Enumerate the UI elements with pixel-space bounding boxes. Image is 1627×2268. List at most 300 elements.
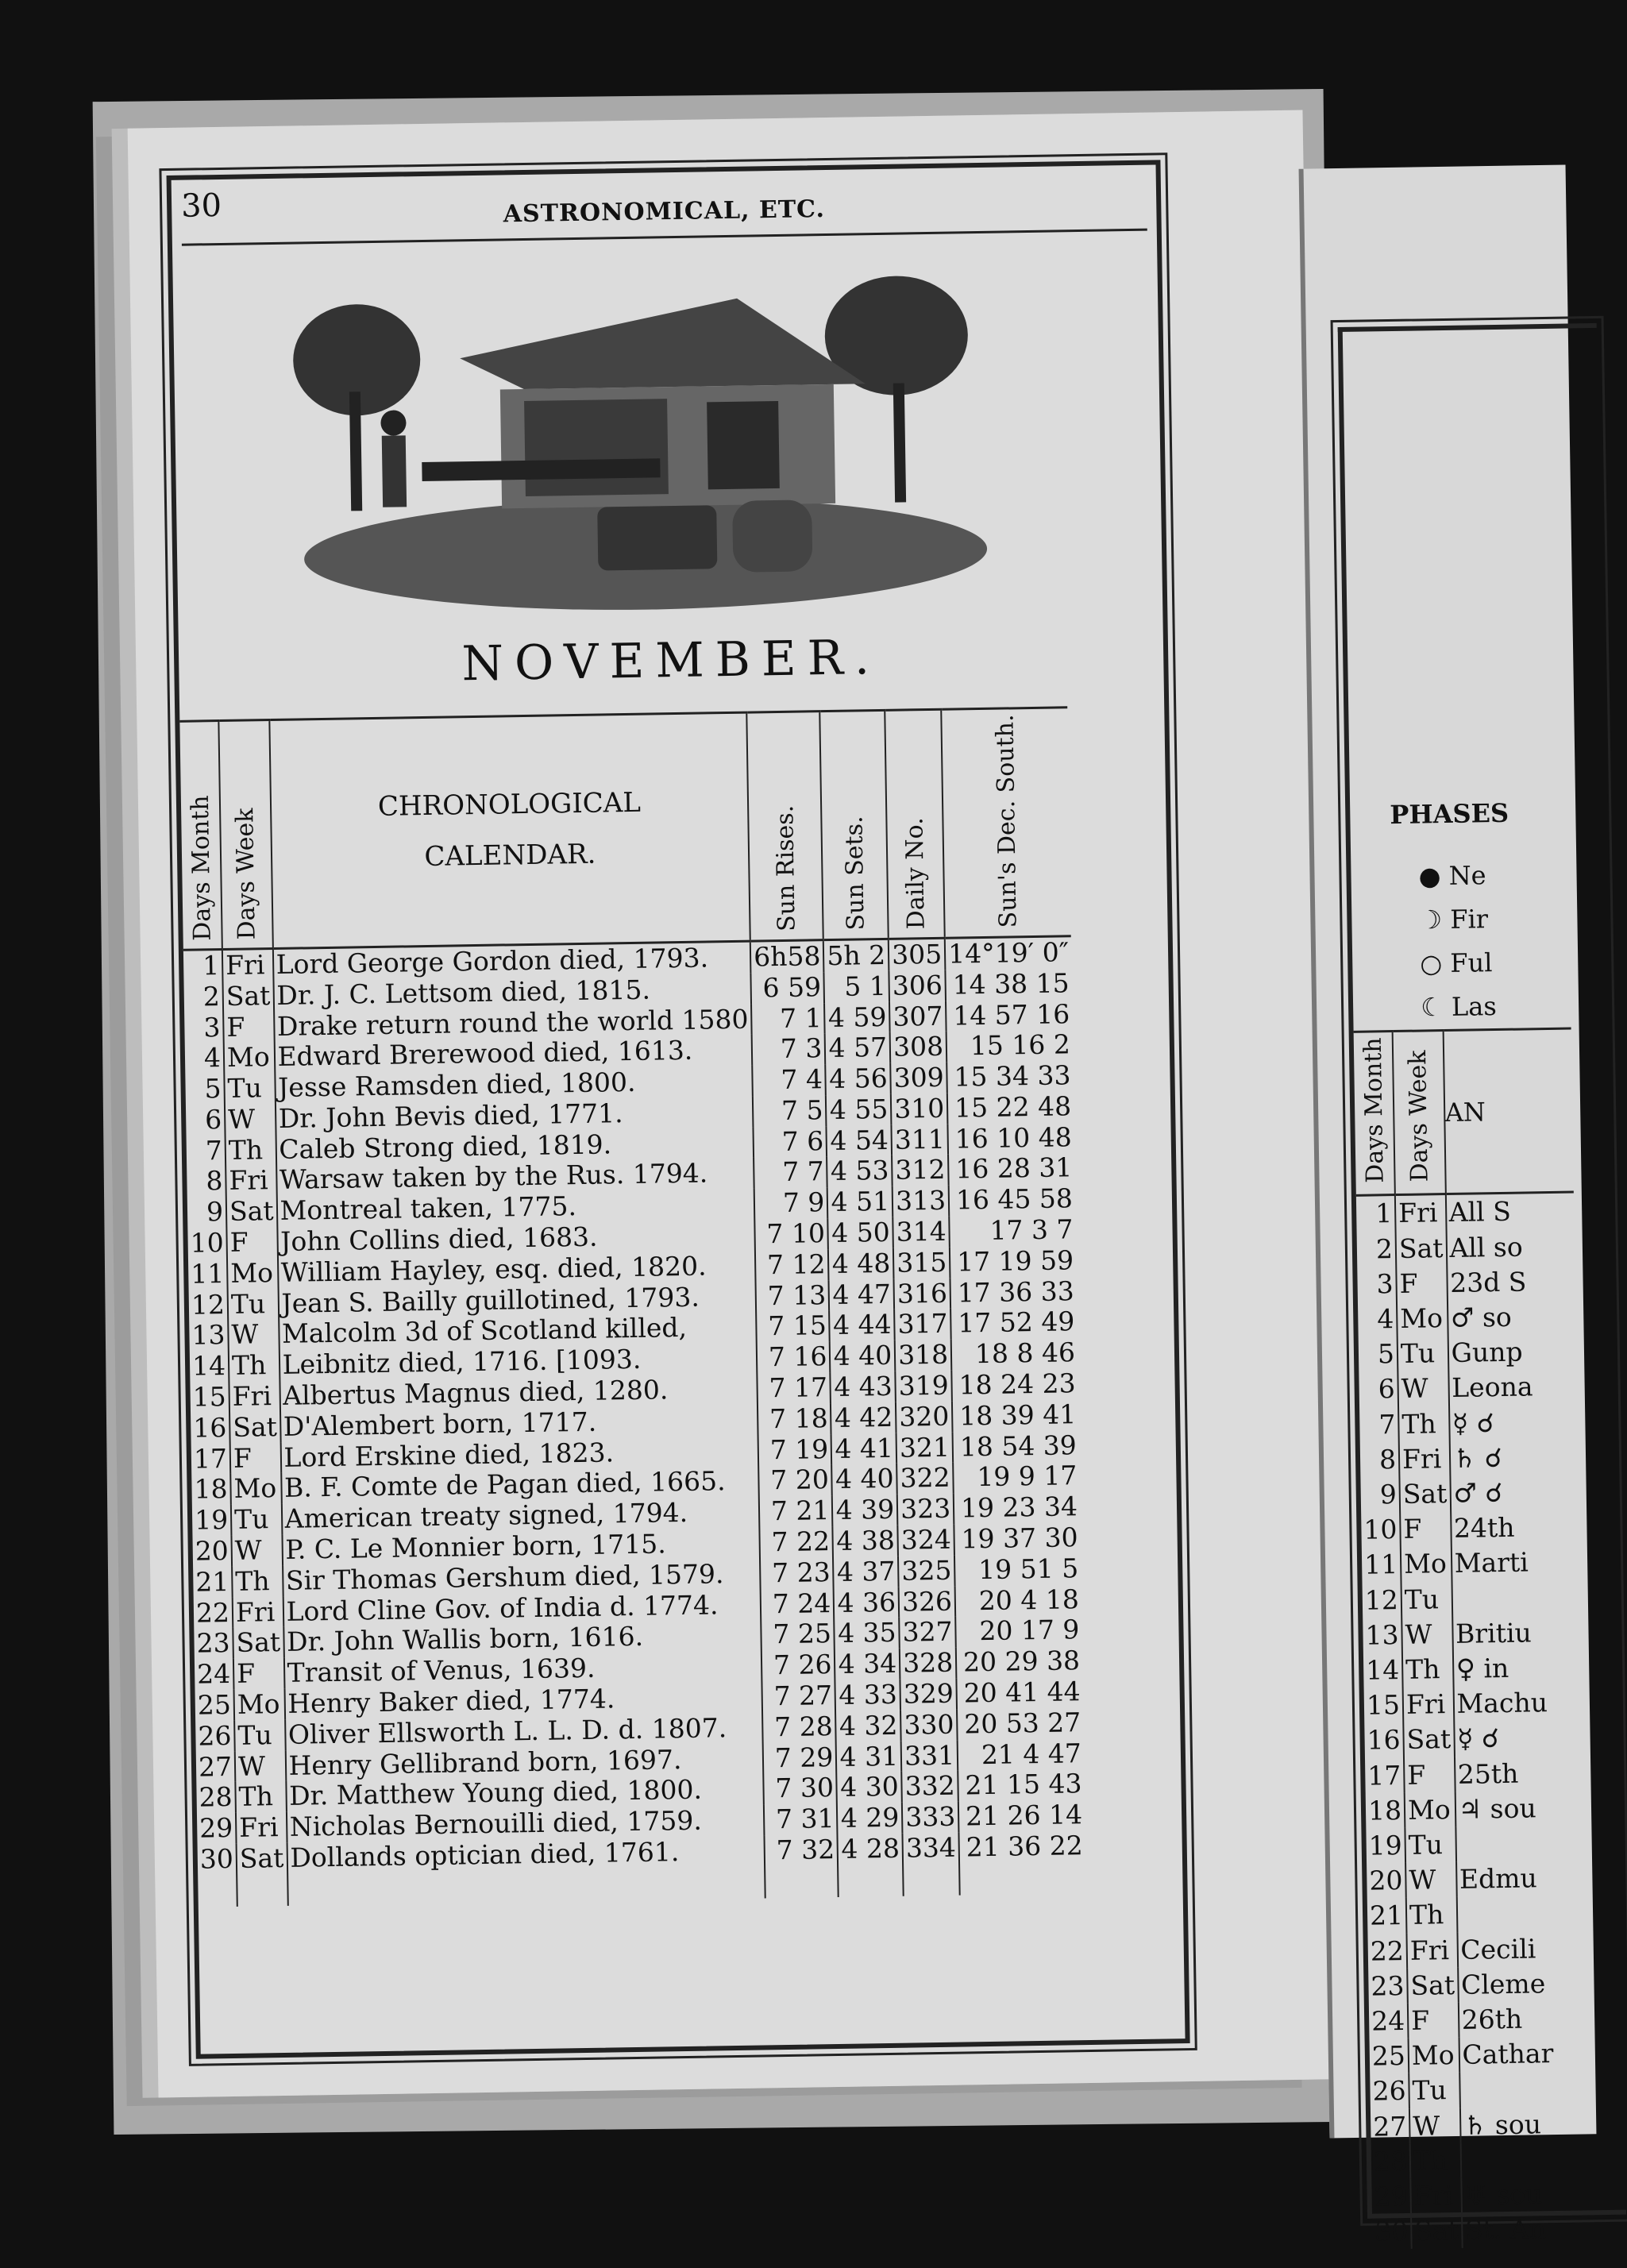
sun-rises: 7 17 xyxy=(757,1372,831,1404)
page-title: ASTRONOMICAL, ETC. xyxy=(503,195,826,229)
day-of-month: 7 xyxy=(205,1134,223,1167)
right-calendar-row xyxy=(1364,1685,1582,1723)
day-of-week: Mo xyxy=(234,1689,285,1721)
daily-number: 329 xyxy=(900,1679,958,1711)
sun-rises: 7 7 xyxy=(754,1157,827,1189)
sun-sets: 4 44 xyxy=(830,1310,895,1341)
sun-rises: 7 6 xyxy=(754,1126,827,1158)
day-of-month: 2 xyxy=(1375,1232,1394,1264)
day-of-month: 25 xyxy=(197,1689,232,1721)
right-calendar-row xyxy=(1360,1439,1578,1477)
daily-number: 321 xyxy=(896,1432,954,1464)
day-of-week: Th xyxy=(232,1566,283,1598)
chronological-event: Dr. John Bevis died, 1771. xyxy=(275,1096,753,1134)
day-of-week: Sat xyxy=(222,981,273,1012)
day-of-month: 19 xyxy=(194,1504,229,1536)
daily-number: 311 xyxy=(892,1124,949,1155)
col-sun-sets: Sun Sets. xyxy=(820,710,889,939)
daily-number: 326 xyxy=(899,1586,956,1618)
day-of-month: 1 xyxy=(202,949,220,982)
day-of-week: Th xyxy=(1406,1897,1457,1933)
day-of-month: 29 xyxy=(199,1812,233,1844)
col-suns-declination: Sun's Dec. South. xyxy=(941,708,1070,938)
day-of-month: 28 xyxy=(1373,2145,1408,2177)
day-of-month: 11 xyxy=(1363,1549,1398,1581)
day-of-month: 22 xyxy=(1370,1934,1405,1967)
sun-rises: 7 4 xyxy=(752,1064,826,1096)
day-of-month: 4 xyxy=(203,1042,222,1074)
day-of-week: Fri xyxy=(236,1812,287,1844)
sun-sets: 4 39 xyxy=(832,1495,897,1526)
sun-rises: 7 9 xyxy=(754,1187,828,1219)
day-of-month: 18 xyxy=(1367,1794,1402,1826)
event-fragment: Edmu xyxy=(1456,1861,1585,1898)
day-of-month: 15 xyxy=(1366,1689,1401,1721)
sun-declination: 19 51 5 xyxy=(954,1553,1081,1586)
right-calendar-table xyxy=(1354,1028,1590,2250)
right-calendar-row xyxy=(1362,1545,1579,1583)
event-fragment xyxy=(1459,2071,1588,2108)
day-of-month: 3 xyxy=(203,1011,221,1043)
day-of-week: Th xyxy=(235,1781,286,1813)
sun-rises: 7 22 xyxy=(760,1526,834,1558)
day-of-month: 30 xyxy=(1374,2216,1409,2247)
event-fragment: ☿ ☌ xyxy=(1454,1720,1583,1757)
sun-declination: 15 22 48 xyxy=(947,1091,1074,1124)
rcol-partial: AN xyxy=(1443,1028,1573,1194)
event-fragment: 26th xyxy=(1458,2000,1587,2038)
col-days-month: Days Month xyxy=(179,721,222,951)
right-calendar-row xyxy=(1371,2141,1589,2179)
daily-number: 332 xyxy=(901,1771,958,1803)
sun-declination: 17 3 7 xyxy=(949,1214,1075,1247)
sun-rises: 7 30 xyxy=(763,1772,837,1804)
day-of-week: Mo xyxy=(1401,1546,1452,1582)
sun-sets: 4 29 xyxy=(837,1803,902,1834)
day-of-week: Sat xyxy=(226,1196,277,1228)
left-page xyxy=(128,110,1334,2098)
event-fragment: Britiu xyxy=(1452,1614,1581,1652)
sun-sets: 4 57 xyxy=(825,1032,890,1064)
sun-declination: 20 29 38 xyxy=(956,1645,1082,1678)
right-calendar-row xyxy=(1360,1474,1578,1512)
sun-declination: 21 36 22 xyxy=(959,1830,1086,1895)
chronological-event: William Hayley, esq. died, 1820. xyxy=(278,1250,756,1288)
day-of-month: 28 xyxy=(199,1781,233,1814)
daily-number: 328 xyxy=(900,1648,957,1680)
day-of-month: 8 xyxy=(1378,1443,1397,1475)
daily-number: 308 xyxy=(890,1032,947,1063)
col-days-week: Days Week xyxy=(218,720,272,950)
page-header xyxy=(181,173,1147,246)
chronological-event: Lord Erskine died, 1823. xyxy=(280,1435,758,1473)
right-calendar-row xyxy=(1370,2071,1587,2109)
event-fragment: ♅ sou xyxy=(1461,2176,1590,2213)
day-of-week: Tu xyxy=(228,1289,279,1321)
right-calendar-row xyxy=(1356,1192,1574,1232)
sun-rises: 6 59 xyxy=(751,972,825,1004)
chronological-event: D'Alembert born, 1717. xyxy=(280,1404,758,1442)
rcol-days-week: Days Week xyxy=(1393,1031,1446,1195)
day-of-week: Tu xyxy=(224,1073,275,1105)
event-fragment: Cecili xyxy=(1457,1930,1586,1968)
day-of-month: 17 xyxy=(193,1442,228,1475)
sun-sets: 4 28 xyxy=(838,1834,904,1897)
sun-sets: 4 31 xyxy=(836,1741,901,1772)
sun-rises: 7 3 xyxy=(752,1033,826,1065)
chronological-event: Sir Thomas Gershum died, 1579. xyxy=(283,1558,761,1596)
day-of-week: F xyxy=(226,1227,277,1259)
sun-declination: 21 26 14 xyxy=(958,1799,1085,1832)
sun-declination: 16 10 48 xyxy=(948,1122,1074,1155)
right-calendar-row xyxy=(1363,1580,1580,1618)
phase-new-moon: ● Ne xyxy=(1418,860,1486,892)
day-of-week: Fri xyxy=(222,948,273,981)
day-of-month: 4 xyxy=(1376,1302,1394,1335)
chronological-event: Lord George Gordon died, 1793. xyxy=(272,941,750,981)
day-of-week: Mo xyxy=(1409,2038,1459,2073)
daily-number: 334 xyxy=(903,1833,960,1896)
day-of-week: Th xyxy=(229,1350,280,1382)
right-calendar-row xyxy=(1368,1965,1586,2004)
event-fragment: Gunp xyxy=(1448,1334,1576,1371)
sun-declination: 20 17 9 xyxy=(955,1615,1081,1648)
day-of-week: Sat xyxy=(237,1843,288,1907)
sun-rises: 7 13 xyxy=(756,1280,830,1312)
calendar-row xyxy=(198,1830,1086,1907)
day-of-month: 22 xyxy=(195,1596,230,1629)
daily-number: 312 xyxy=(892,1155,949,1186)
right-calendar-row xyxy=(1370,2036,1587,2074)
sun-sets: 4 47 xyxy=(829,1279,894,1310)
day-of-week: Sat xyxy=(1399,1476,1450,1512)
sun-rises: 7 16 xyxy=(757,1341,831,1373)
chronological-event: Warsaw taken by the Rus. 1794. xyxy=(276,1158,754,1196)
chronological-event: Leibnitz died, 1716. [1093. xyxy=(279,1343,757,1381)
sun-rises: 7 20 xyxy=(758,1465,832,1497)
sun-sets: 4 33 xyxy=(835,1680,900,1711)
chronological-event: Caleb Strong died, 1819. xyxy=(276,1127,754,1165)
sun-declination: 14 38 15 xyxy=(946,968,1072,1001)
daily-number: 325 xyxy=(898,1555,955,1587)
day-of-week: Th xyxy=(226,1135,276,1167)
day-of-month: 11 xyxy=(190,1257,225,1290)
sun-declination: 16 28 31 xyxy=(948,1153,1074,1186)
day-of-month: 20 xyxy=(195,1535,229,1567)
rcol-days-month: Days Month xyxy=(1354,1032,1395,1196)
day-of-week: Mo xyxy=(230,1473,281,1505)
daily-number: 305 xyxy=(889,938,946,970)
day-of-week: Fri xyxy=(229,1381,280,1413)
col-sun-rises: Sun Rises. xyxy=(746,712,823,941)
sun-sets: 4 30 xyxy=(837,1772,902,1803)
day-of-week: F xyxy=(1404,1757,1455,1793)
day-of-month: 26 xyxy=(1372,2075,1406,2108)
phase-full-moon: ○ Ful xyxy=(1419,947,1493,979)
right-page-frame xyxy=(1338,323,1626,2247)
sun-sets: 4 34 xyxy=(835,1649,900,1680)
chronological-event: Transit of Venus, 1639. xyxy=(283,1651,761,1689)
chronological-calendar-table xyxy=(179,706,1085,1907)
day-of-week: Fri xyxy=(233,1597,283,1629)
chronological-event: John Collins died, 1683. xyxy=(277,1220,755,1258)
daily-number: 320 xyxy=(896,1402,953,1433)
phases-list xyxy=(1418,854,1497,1029)
daily-number: 319 xyxy=(895,1371,952,1402)
day-of-week: F xyxy=(223,1012,274,1043)
sun-declination: 17 36 33 xyxy=(950,1276,1077,1309)
sun-sets: 4 54 xyxy=(827,1125,892,1157)
right-calendar-row xyxy=(1363,1649,1581,1688)
day-of-month: 3 xyxy=(1376,1267,1394,1300)
chronological-event: Dr. John Wallis born, 1616. xyxy=(283,1620,761,1658)
sun-sets: 4 38 xyxy=(833,1526,898,1557)
sun-rises: 7 18 xyxy=(758,1403,831,1435)
event-fragment: ♀ in xyxy=(1452,1649,1581,1687)
day-of-month: 24 xyxy=(1371,2004,1405,2037)
sun-rises: 7 5 xyxy=(753,1095,827,1127)
sun-sets: 4 50 xyxy=(828,1217,893,1249)
day-of-week: Sat xyxy=(229,1412,280,1444)
day-of-week: Sat xyxy=(1407,1968,1458,2004)
day-of-month: 19 xyxy=(1368,1829,1403,1861)
day-of-month: 23 xyxy=(1371,1969,1405,2002)
sun-declination: 15 34 33 xyxy=(947,1060,1073,1093)
event-fragment: All so xyxy=(1446,1228,1575,1266)
sun-sets: 4 55 xyxy=(826,1094,891,1126)
daily-number: 309 xyxy=(890,1063,947,1094)
event-fragment: 25th xyxy=(1455,1755,1583,1792)
day-of-week: W xyxy=(228,1319,279,1351)
sun-sets: 4 37 xyxy=(833,1556,898,1588)
day-of-week: F xyxy=(233,1658,284,1690)
day-of-month: 15 xyxy=(192,1381,227,1413)
sun-rises: 7 31 xyxy=(764,1803,838,1835)
daily-number: 316 xyxy=(894,1278,951,1310)
chronological-event: Jean S. Bailly guillotined, 1793. xyxy=(278,1281,756,1319)
sun-declination: 20 41 44 xyxy=(957,1676,1083,1709)
day-of-month: 8 xyxy=(206,1165,223,1197)
day-of-week: Tu xyxy=(1405,1827,1455,1863)
day-of-week: Mo xyxy=(1397,1301,1448,1336)
sun-sets: 5 1 xyxy=(824,971,889,1003)
daily-number: 315 xyxy=(893,1248,950,1279)
day-of-month: 10 xyxy=(1363,1514,1398,1545)
day-of-week: W xyxy=(231,1535,282,1567)
day-of-month: 6 xyxy=(1378,1373,1395,1405)
sun-declination: 15 16 2 xyxy=(947,1030,1073,1063)
sun-declination: 21 4 47 xyxy=(958,1738,1084,1771)
page-number: 30 xyxy=(180,187,222,225)
col-daily-no: Daily No. xyxy=(885,709,945,939)
sun-rises: 7 15 xyxy=(756,1311,830,1343)
sun-declination: 18 8 46 xyxy=(951,1337,1078,1370)
daily-number: 327 xyxy=(899,1617,956,1649)
day-of-month: 14 xyxy=(191,1350,226,1382)
sun-rises: 7 24 xyxy=(761,1588,835,1620)
day-of-week: Fri xyxy=(1395,1194,1446,1232)
sun-declination: 20 4 18 xyxy=(955,1584,1081,1617)
day-of-month: 21 xyxy=(195,1565,229,1598)
chronological-event: Nicholas Bernouilli died, 1759. xyxy=(286,1805,764,1843)
sun-sets: 4 53 xyxy=(827,1155,892,1187)
chronological-event: Albertus Magnus died, 1280. xyxy=(280,1374,758,1412)
day-of-month: 14 xyxy=(1365,1653,1400,1686)
right-calendar-row xyxy=(1358,1298,1575,1336)
day-of-week: W xyxy=(1401,1617,1452,1653)
event-fragment xyxy=(1452,1580,1580,1617)
day-of-month: 9 xyxy=(206,1196,224,1228)
daily-number: 331 xyxy=(901,1740,958,1772)
sun-rises: 7 29 xyxy=(763,1742,837,1774)
sun-rises: 7 23 xyxy=(760,1557,834,1589)
sun-sets: 4 56 xyxy=(826,1063,891,1095)
sun-declination: 18 24 23 xyxy=(951,1368,1078,1401)
phases-title: PHASES xyxy=(1390,797,1509,831)
daily-number: 317 xyxy=(894,1309,951,1340)
right-calendar-row xyxy=(1363,1614,1580,1653)
daily-number: 324 xyxy=(898,1525,955,1556)
sun-declination: 18 54 39 xyxy=(953,1430,1079,1463)
day-of-week: Tu xyxy=(231,1504,282,1536)
farm-woodcut-illustration xyxy=(260,263,1004,624)
sun-declination: 14°19′ 0″ xyxy=(945,936,1071,970)
day-of-month: 5 xyxy=(204,1073,222,1105)
day-of-month: 17 xyxy=(1367,1759,1401,1792)
right-page xyxy=(1299,165,1597,2247)
day-of-week: Tu xyxy=(1401,1582,1452,1618)
day-of-month: 26 xyxy=(198,1719,232,1752)
chronological-event: P. C. Le Monnier born, 1715. xyxy=(282,1528,760,1566)
day-of-week: W xyxy=(1398,1371,1448,1406)
page-frame xyxy=(167,160,1190,2058)
right-calendar-row xyxy=(1371,2106,1588,2144)
event-fragment: ♂ so xyxy=(1447,1298,1575,1336)
day-of-month: 27 xyxy=(1372,2110,1407,2143)
event-fragment: St. An xyxy=(1462,2212,1590,2249)
day-of-month: 23 xyxy=(196,1627,230,1660)
day-of-month: 13 xyxy=(191,1319,226,1352)
sun-sets: 5h 2 xyxy=(823,939,889,972)
event-fragment: Machu xyxy=(1453,1685,1582,1722)
chronological-event: Lord Cline Gov. of India d. 1774. xyxy=(283,1589,761,1627)
day-of-month: 18 xyxy=(194,1473,228,1506)
phase-last-quarter: ☾ Las xyxy=(1420,991,1498,1023)
daily-number: 306 xyxy=(889,970,947,1001)
day-of-week: W xyxy=(1409,2108,1460,2143)
sun-sets: 4 41 xyxy=(831,1433,896,1464)
event-fragment: 23d S xyxy=(1447,1263,1575,1301)
event-fragment: ♄ ☌ xyxy=(1449,1439,1578,1476)
day-of-week: Fri xyxy=(226,1165,276,1197)
day-of-week: Tu xyxy=(1409,2073,1459,2108)
sun-sets: 4 32 xyxy=(835,1711,900,1742)
sun-declination: 17 19 59 xyxy=(950,1245,1076,1278)
sun-declination: 14 57 16 xyxy=(946,999,1072,1032)
sun-declination: 17 52 49 xyxy=(950,1307,1077,1340)
sun-declination: 19 37 30 xyxy=(954,1522,1080,1555)
daily-number: 330 xyxy=(900,1709,958,1741)
chronological-event: Henry Baker died, 1774. xyxy=(284,1681,762,1719)
day-of-week: Sat xyxy=(1411,2213,1462,2249)
chronological-event: Jesse Ramsden died, 1800. xyxy=(275,1066,753,1104)
event-fragment: Cathar xyxy=(1459,2036,1587,2073)
sun-declination: 20 53 27 xyxy=(957,1707,1083,1740)
daily-number: 323 xyxy=(897,1494,954,1526)
phase-first-quarter: ☽ Fir xyxy=(1419,904,1489,935)
sun-declination: 16 45 58 xyxy=(949,1183,1075,1216)
sun-rises: 6h58 xyxy=(750,940,824,974)
day-of-week: Th xyxy=(1410,2143,1461,2179)
sun-declination: 19 23 34 xyxy=(954,1491,1080,1524)
day-of-week: Th xyxy=(1402,1652,1453,1688)
sun-sets: 4 35 xyxy=(835,1618,900,1649)
day-of-week: Fri xyxy=(1410,2178,1461,2214)
day-of-week: Sat xyxy=(233,1627,283,1659)
day-of-week: W xyxy=(225,1104,276,1136)
right-calendar-row xyxy=(1361,1510,1579,1548)
sun-sets: 4 36 xyxy=(834,1587,899,1618)
event-fragment: ♃ sou xyxy=(1455,1790,1583,1827)
right-calendar-row xyxy=(1372,2212,1590,2250)
chronological-event: American treaty signed, 1794. xyxy=(281,1497,759,1535)
sun-declination: 18 39 41 xyxy=(952,1399,1078,1432)
day-of-week: F xyxy=(1408,2003,1459,2038)
sun-rises: 7 10 xyxy=(754,1218,828,1250)
sun-sets: 4 51 xyxy=(827,1186,893,1218)
chronological-event: Montreal taken, 1775. xyxy=(276,1189,754,1227)
right-calendar-row xyxy=(1359,1404,1577,1442)
col-chronological-calendar: CHRONOLOGICAL CALENDAR. xyxy=(269,712,750,948)
sun-declination: 19 9 17 xyxy=(953,1461,1079,1494)
day-of-month: 12 xyxy=(1364,1583,1399,1616)
chronological-event: B. F. Comte de Pagan died, 1665. xyxy=(281,1466,759,1504)
event-fragment xyxy=(1460,2141,1589,2178)
sun-declination: 21 15 43 xyxy=(958,1769,1084,1802)
right-calendar-row xyxy=(1371,2176,1589,2214)
day-of-week: Fri xyxy=(1406,1932,1457,1968)
event-fragment: All S xyxy=(1445,1192,1574,1230)
sun-sets: 4 40 xyxy=(830,1340,895,1372)
day-of-week: Sat xyxy=(1403,1722,1454,1757)
chronological-event: Dollands optician died, 1761. xyxy=(287,1835,765,1905)
day-of-week: Tu xyxy=(1398,1336,1448,1371)
day-of-month: 1 xyxy=(1374,1198,1393,1229)
day-of-month: 7 xyxy=(1378,1408,1396,1440)
sun-rises: 7 27 xyxy=(762,1680,836,1712)
day-of-week: F xyxy=(1400,1511,1451,1547)
daily-number: 322 xyxy=(896,1463,954,1495)
sun-sets: 4 48 xyxy=(828,1248,893,1280)
sun-rises: 7 1 xyxy=(751,1003,825,1035)
day-of-month: 29 xyxy=(1374,2180,1408,2212)
daily-number: 307 xyxy=(889,1001,947,1032)
chronological-event: Oliver Ellsworth L. L. D. d. 1807. xyxy=(285,1712,763,1750)
sun-sets: 4 43 xyxy=(831,1371,896,1403)
event-fragment: 24th xyxy=(1451,1510,1579,1547)
day-of-month: 25 xyxy=(1371,2040,1406,2072)
right-calendar-row xyxy=(1367,1930,1585,1969)
sun-rises: 7 25 xyxy=(761,1618,835,1650)
right-calendar-row xyxy=(1365,1755,1583,1793)
sun-sets: 4 42 xyxy=(831,1402,896,1434)
right-calendar-row xyxy=(1367,1861,1584,1899)
day-of-month: 9 xyxy=(1379,1478,1398,1510)
sun-sets: 4 59 xyxy=(824,1001,889,1033)
sun-rises: 7 21 xyxy=(759,1495,833,1527)
sun-rises: 7 19 xyxy=(758,1434,832,1466)
day-of-month: 13 xyxy=(1365,1618,1399,1651)
